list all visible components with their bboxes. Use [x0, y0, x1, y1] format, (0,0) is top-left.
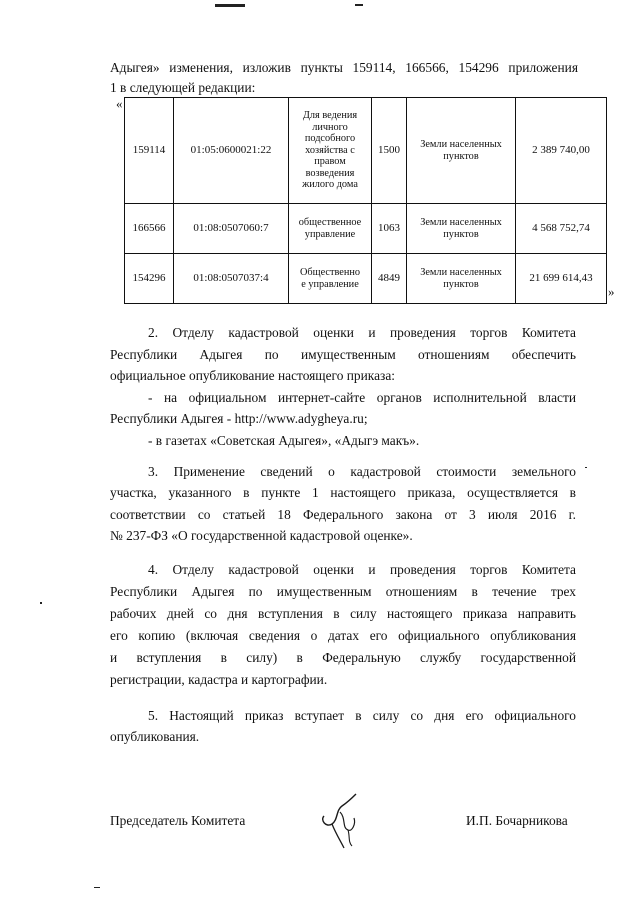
- cell-cadastral-value: 21 699 614,43: [516, 254, 607, 304]
- cell-area: 4849: [372, 254, 407, 304]
- p4-line-5: и вступления в силу) в Федеральную службу государственной: [110, 650, 576, 665]
- p2-line-5: Республики Адыгея - http://www.adygheya.ru;: [110, 411, 368, 426]
- cell-permitted-use: Для ведения личного подсобного хозяйства с правом возведения жилого дома: [289, 98, 372, 204]
- p3-line-1: 3. Применение сведений о кадастровой стоимости земельного: [148, 464, 576, 479]
- table-row: [125, 254, 607, 304]
- table-row: [125, 98, 607, 204]
- cell-number: 166566: [125, 204, 174, 254]
- p4-line-2: Республики Адыгея по имущественным отношениям в течение трех: [110, 584, 576, 599]
- p2-line-4: - на официальном интернет-сайте органов исполнительной власти: [148, 390, 576, 405]
- scan-speck: [94, 887, 100, 888]
- cell-cadastral-number: 01:05:0600021:22: [174, 98, 289, 204]
- cell-number: 154296: [125, 254, 174, 304]
- p5-line-1: 5. Настоящий приказ вступает в силу со дня его официального: [148, 708, 576, 723]
- open-quote: «: [116, 96, 123, 111]
- cell-cadastral-value: 4 568 752,74: [516, 204, 607, 254]
- scan-speck: [585, 467, 587, 468]
- cell-cadastral-number: 01:08:0507060:7: [174, 204, 289, 254]
- close-quote: »: [608, 284, 615, 299]
- signatory-position: Председатель Комитета: [110, 813, 246, 828]
- cell-land-category: Земли населенных пунктов: [407, 98, 516, 204]
- intro-line-2: 1 в следующей редакции:: [110, 80, 256, 95]
- p5-line-2: опубликования.: [110, 729, 200, 744]
- cell-number: 159114: [125, 98, 174, 204]
- handwritten-signature: [318, 790, 368, 852]
- table-row: [125, 204, 607, 254]
- p4-line-4: его копию (включая сведения о датах его официального опубликования: [110, 628, 576, 643]
- p2-line-6: - в газетах «Советская Адыгея», «Адыгэ макъ».: [148, 433, 420, 448]
- scan-mark: [355, 4, 363, 6]
- p2-line-2: Республики Адыгея по имущественным отношениям обеспечить: [110, 347, 576, 362]
- cell-permitted-use: общественное управление: [289, 204, 372, 254]
- cell-permitted-use: Общественно е управление: [289, 254, 372, 304]
- p2-line-3: официальное опубликование настоящего приказа:: [110, 368, 395, 383]
- p4-line-3: рабочих дней со дня вступления в силу настоящего приказа направить: [110, 606, 576, 621]
- p2-line-1: 2. Отделу кадастровой оценки и проведения торгов Комитета: [148, 325, 576, 340]
- p3-line-4: № 237-ФЗ «О государственной кадастровой оценке».: [110, 528, 413, 543]
- cell-cadastral-value: 2 389 740,00: [516, 98, 607, 204]
- p3-line-3: соответствии со статьей 18 Федерального закона от 3 июля 2016 г.: [110, 507, 576, 522]
- cell-land-category: Земли населенных пунктов: [407, 204, 516, 254]
- cell-area: 1500: [372, 98, 407, 204]
- cadastral-table: [124, 97, 607, 304]
- cell-area: 1063: [372, 204, 407, 254]
- p4-line-1: 4. Отделу кадастровой оценки и проведения торгов Комитета: [148, 562, 576, 577]
- p4-line-6: регистрации, кадастра и картографии.: [110, 672, 328, 687]
- cell-cadastral-number: 01:08:0507037:4: [174, 254, 289, 304]
- intro-line-1: Адыгея» изменения, изложив пункты 159114, 166566, 154296 приложения: [110, 60, 578, 75]
- signatory-name: И.П. Бочарникова: [466, 813, 568, 828]
- p3-line-2: участка, указанного в пункте 1 настоящего приказа, осуществляется в: [110, 485, 576, 500]
- scan-mark: [215, 4, 245, 7]
- cell-land-category: Земли населенных пунктов: [407, 254, 516, 304]
- scan-speck: [40, 602, 42, 604]
